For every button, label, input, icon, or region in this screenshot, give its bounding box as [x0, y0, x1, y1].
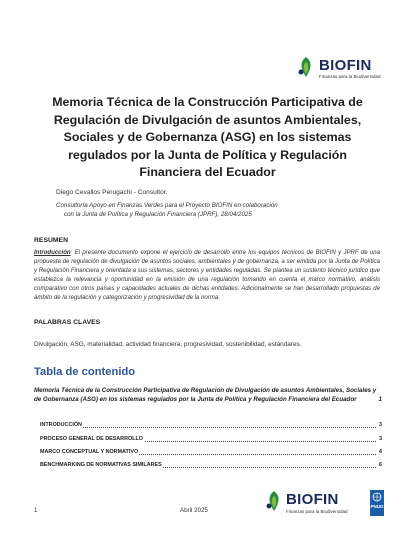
undp-label: PNUD [370, 504, 384, 509]
logo-tagline: Finanzas para la Biodiversidad [319, 74, 381, 79]
keywords-heading: PALABRAS CLAVES [34, 319, 101, 326]
toc-main-entry-text: Memoria Técnica de la Construcción Participativa de Regulación de Divulgación de asuntos Ambientales, Sociales y de Gobernanza (ASG) en los sistemas regulados por la Junta de Política y Regulación Financiera del Ecuador [34, 387, 377, 404]
toc-entry-label: BENCHMARKING DE NORMATIVAS SIMILARES [40, 462, 162, 468]
toc-entry-page: 3 [379, 422, 382, 428]
toc-entry-label: PROCESO GENERAL DE DESARROLLO [40, 436, 143, 442]
biofin-leaf-icon [264, 490, 284, 512]
toc-main-entry[interactable] [34, 386, 382, 404]
keywords-text: Divulgación, ASG, materialidad, actividad financiera, progresividad, sostenibilidad, estándares. [34, 341, 302, 348]
toc-entry-label: INTRODUCCIÓN [40, 422, 82, 428]
toc-entry-page: 3 [379, 436, 382, 442]
resumen-lead: Introducción [34, 250, 71, 256]
undp-logo [370, 490, 384, 516]
toc-entry-proceso[interactable] [40, 436, 382, 445]
toc-heading: Tabla de contenido [34, 366, 136, 378]
author-line: Diego Cevallos Perugachi - Consultor. [56, 189, 168, 196]
logo-wordmark: BIOFIN [286, 491, 339, 508]
biofin-logo-footer [264, 490, 384, 518]
resumen-text: : El presente documento expone el ejercicio de desarrollo entre los equipos técnicos de BIOFIN y JPRF de una propuesta de regulación de divulgación de asuntos sociales, ambientales y de gobernanza, a ser emitida por la Junta de Política y Regulación Financiera y orientada a sus sistemas, sectores y entidades reguladas. Se plantea un sustento técnico jurídico que establezca la relevancia y oportunidad en la emisión de una regulación tomando en cuenta el marco normativo, análisis comparativo con otros países y capacidades actuales de dichas entidades. Adicionalmente se han desarrollado propuestas de ámbito de la regulación y categorización y progresividad de la norma. [34, 250, 380, 302]
consultancy-line-2: con la Junta de Política y Regulación Financiera (JPRF), 28/04/2025 [64, 211, 252, 218]
biofin-logo-header [296, 56, 392, 80]
undp-globe-icon [372, 492, 382, 502]
footer-page-number: 1 [34, 507, 38, 514]
resumen-heading: RESUMEN [34, 237, 68, 244]
toc-entry-label: MARCO CONCEPTUAL Y NORMATIVO [40, 449, 139, 455]
logo-tagline: Finanzas para la Biodiversidad [286, 509, 348, 514]
consultancy-note [56, 201, 376, 219]
toc-main-entry-page: 1 [378, 396, 382, 404]
toc-entry-page: 4 [379, 449, 382, 455]
biofin-leaf-icon [296, 56, 316, 78]
logo-wordmark: BIOFIN [319, 57, 372, 74]
toc-entry-benchmarking[interactable] [40, 462, 382, 471]
toc-entry-introduccion[interactable] [40, 422, 382, 431]
document-title: Memoria Técnica de la Construcción Participativa de Regulación de Divulgación de asuntos Ambientales, Sociales y de Gobernanza (ASG) en los sistemas regulados por la Junta de Política y Regulación Financiera del Ecuador [52, 95, 363, 179]
consultancy-line-1: Consultoría Apoyo en Finanzas Verdes para el Proyecto BIOFIN en colaboración [56, 202, 278, 209]
resumen-body [34, 249, 380, 304]
toc-leader-dots [40, 427, 376, 428]
toc-entry-page: 6 [379, 462, 382, 468]
footer-date: Abril 2025 [180, 507, 208, 514]
toc-entry-marco[interactable] [40, 449, 382, 458]
